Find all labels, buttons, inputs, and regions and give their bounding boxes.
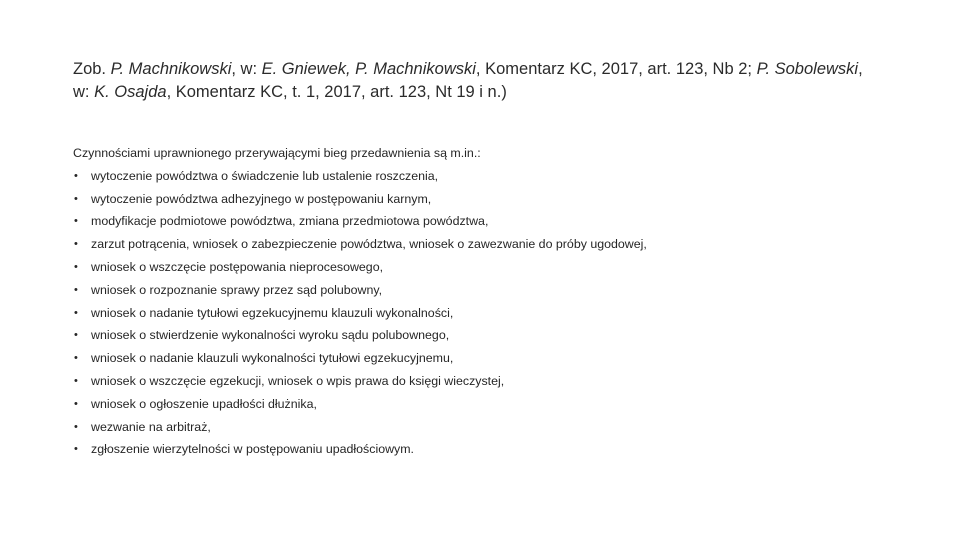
bullet-icon: •: [74, 260, 78, 273]
list-item: [73, 393, 893, 416]
list-item: [73, 416, 893, 439]
citation-paragraph: [73, 58, 873, 104]
list-item-text: wniosek o ogłoszenie upadłości dłużnika,: [91, 396, 317, 411]
bullet-icon: •: [74, 352, 78, 365]
citation-text: , w:: [73, 60, 863, 101]
list-item-text: wniosek o rozpoznanie sprawy przez sąd polubowny,: [91, 282, 383, 297]
list-item-text: zarzut potrącenia, wniosek o zabezpieczenie powództwa, wniosek o zawezwanie do próby ugodowej,: [91, 237, 647, 252]
list-item-text: wytoczenie powództwa o świadczenie lub ustalenie roszczenia,: [91, 168, 439, 183]
list-item: [73, 324, 893, 347]
bullet-icon: •: [74, 329, 78, 342]
citation-author: P. Sobolewski: [756, 60, 859, 78]
list-item: [73, 302, 893, 325]
bullet-icon: •: [74, 306, 78, 319]
list-item: [73, 210, 893, 233]
list-item: [73, 370, 893, 393]
list-heading: Czynnościami uprawnionego przerywającymi bieg przedawnienia są m.in.:: [73, 146, 481, 160]
list-item: [73, 165, 893, 188]
list-item: [73, 233, 893, 256]
bullet-icon: •: [74, 238, 78, 251]
citation-text: , Komentarz KC, t. 1, 2017, art. 123, Nt 19 i n.): [166, 83, 507, 101]
bullet-icon: •: [74, 420, 78, 433]
citation-author: P. Machnikowski: [110, 60, 232, 78]
list-item: [73, 347, 893, 370]
list-item-text: wytoczenie powództwa adhezyjnego w postępowaniu karnym,: [91, 191, 432, 206]
citation-text: Zob.: [73, 60, 111, 78]
bullet-icon: •: [74, 192, 78, 205]
bullet-icon: •: [74, 374, 78, 387]
list-item-text: wniosek o wszczęcie egzekucji, wniosek o wpis prawa do księgi wieczystej,: [91, 373, 505, 388]
list-item: [73, 188, 893, 211]
list-item: [73, 256, 893, 279]
list-item-text: wezwanie na arbitraż,: [91, 419, 211, 434]
list-item-text: wniosek o stwierdzenie wykonalności wyroku sądu polubownego,: [91, 328, 450, 343]
list-item-text: wniosek o wszczęcie postępowania nieprocesowego,: [91, 259, 384, 274]
bullet-icon: •: [74, 215, 78, 228]
list-item-text: zgłoszenie wierzytelności w postępowaniu upadłościowym.: [91, 442, 415, 457]
list-item-text: wniosek o nadanie klauzuli wykonalności tytułowi egzekucyjnemu,: [91, 351, 454, 366]
citation-text: , w:: [231, 60, 262, 78]
citation-author: K. Osajda: [94, 83, 167, 101]
bullet-icon: •: [74, 283, 78, 296]
bullet-icon: •: [74, 169, 78, 182]
list-item: [73, 438, 893, 461]
bullet-icon: •: [74, 443, 78, 456]
list-item-text: wniosek o nadanie tytułowi egzekucyjnemu klauzuli wykonalności,: [91, 305, 454, 320]
list-item-text: modyfikacje podmiotowe powództwa, zmiana przedmiotowa powództwa,: [91, 214, 489, 229]
citation-author: E. Gniewek, P. Machnikowski: [261, 60, 476, 78]
list-item: [73, 279, 893, 302]
bullet-icon: •: [74, 397, 78, 410]
list-block: [73, 142, 893, 461]
citation-text: , Komentarz KC, 2017, art. 123, Nb 2;: [475, 60, 757, 78]
bullet-list: [73, 165, 893, 461]
